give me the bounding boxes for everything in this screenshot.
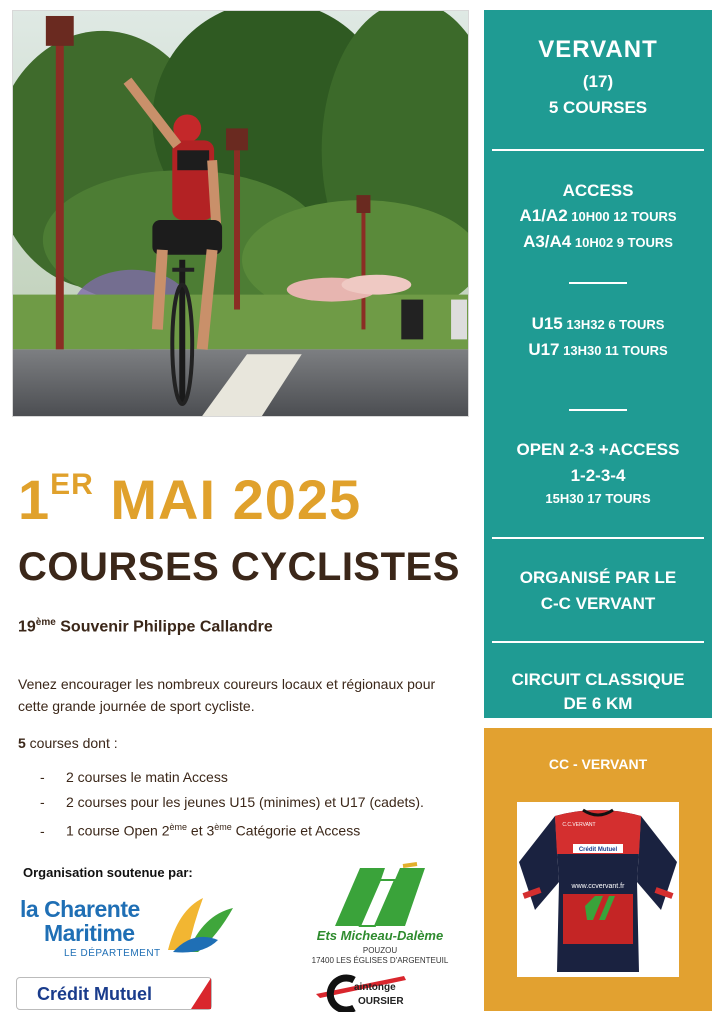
open-heading: OPEN 2-3 +ACCESS bbox=[516, 440, 680, 459]
schedule-u15: U15 13H32 6 TOURS bbox=[531, 314, 665, 333]
bird-icon bbox=[148, 890, 238, 960]
jersey-chest: C.C.VERVANT bbox=[562, 822, 596, 828]
organizer-line1: ORGANISÉ PAR LE bbox=[519, 568, 677, 587]
jersey-image bbox=[517, 802, 679, 977]
list-item: - 1 course Open 2ème et 3ème Catégorie et Access bbox=[40, 822, 361, 839]
sponsors-title: Organisation soutenue par: bbox=[23, 865, 193, 880]
cyclist-photo bbox=[12, 10, 469, 417]
jersey-frame bbox=[517, 802, 679, 977]
races-list bbox=[40, 765, 424, 844]
list-item: - 2 courses pour les jeunes U15 (minimes) et U17 (cadets). bbox=[40, 794, 424, 810]
intro-text: Venez encourager les nombreux coureurs locaux et régionaux pour cette grande journée de sport cycliste. bbox=[18, 676, 436, 714]
divider bbox=[492, 149, 704, 151]
souvenir-line: 19ème Souvenir Philippe Callandre bbox=[18, 617, 273, 636]
charente-maritime-logo: la Charente Maritime LE DÉPARTEMENT bbox=[20, 890, 235, 960]
access-heading: ACCESS bbox=[562, 181, 634, 200]
micheau-daleme-logo: Ets Micheau-Dalème POUZOU 17400 LES ÉGLISES D'ARGENTEUIL bbox=[300, 862, 460, 970]
divider bbox=[492, 537, 704, 539]
department: (17) bbox=[582, 72, 614, 91]
event-title: COURSES CYCLISTES bbox=[18, 545, 460, 589]
open-categories: 1-2-3-4 bbox=[570, 466, 626, 485]
saintonge-coursier-logo: aintonge OURSIER bbox=[314, 972, 424, 1012]
jersey-url: www.ccvervant.fr bbox=[571, 883, 625, 890]
club-name: CC - VERVANT bbox=[548, 756, 648, 772]
circuit-line1: CIRCUIT CLASSIQUE bbox=[511, 670, 685, 689]
circuit-line2: DE 6 KM bbox=[563, 694, 633, 713]
credit-mutuel-logo: Crédit Mutuel bbox=[16, 977, 212, 1010]
micheau-emblem-icon bbox=[325, 862, 435, 928]
schedule-panel bbox=[484, 10, 712, 718]
courses-total: 5 COURSES bbox=[548, 98, 648, 117]
schedule-u17: U17 13H30 11 TOURS bbox=[528, 340, 668, 359]
divider bbox=[569, 409, 627, 411]
divider bbox=[569, 282, 627, 284]
jersey-sponsor: Crédit Mutuel bbox=[578, 847, 618, 853]
event-date: 1ER MAI 2025 bbox=[18, 468, 362, 531]
schedule-a1-a2: A1/A2 10H00 12 TOURS bbox=[519, 206, 677, 225]
organizer-line2: C-C VERVANT bbox=[540, 594, 656, 613]
town-name: VERVANT bbox=[538, 36, 658, 63]
courses-count: 5 courses dont : bbox=[18, 735, 118, 751]
corner-flag-icon bbox=[185, 978, 211, 1009]
open-schedule: 15H30 17 TOURS bbox=[545, 491, 651, 506]
list-item: - 2 courses le matin Access bbox=[40, 769, 228, 785]
jersey-box bbox=[484, 728, 712, 1011]
divider bbox=[492, 641, 704, 643]
schedule-a3-a4: A3/A4 10H02 9 TOURS bbox=[523, 232, 673, 251]
